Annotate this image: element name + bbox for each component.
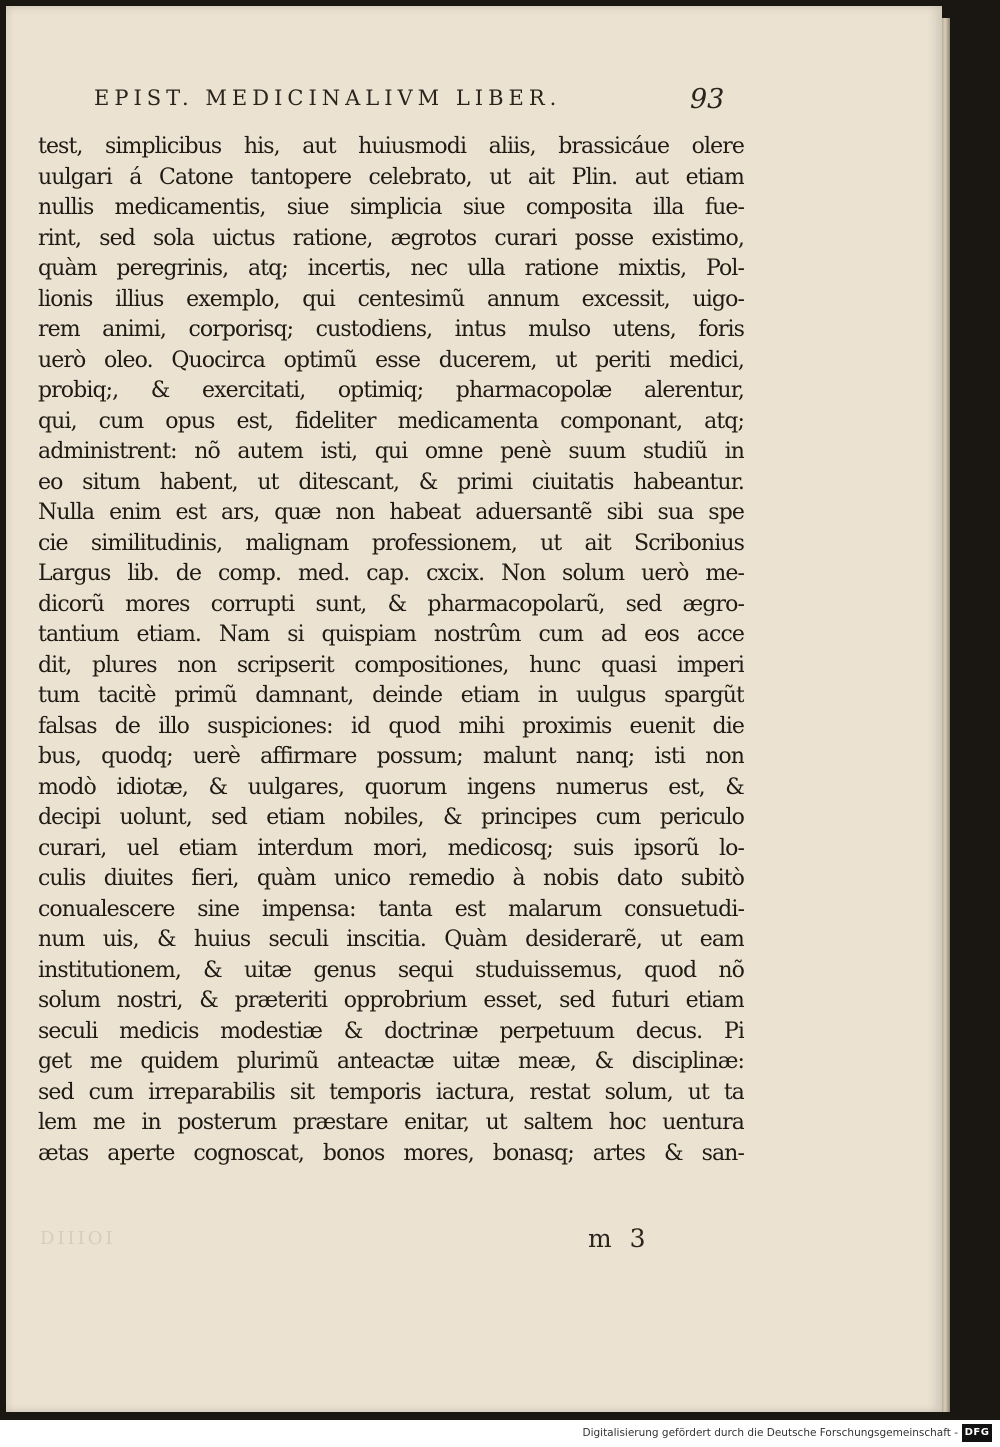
text-line: get me quidem plurimũ anteactæ uitæ meæ, & disciplinæ:	[38, 1049, 744, 1074]
text-line: lionis illius exemplo, qui centesimũ annum excessit, uigo-	[38, 286, 744, 312]
text-line: culis diuites fieri, quàm unico remedio à nobis dato subitò	[38, 866, 744, 891]
text-line: cie similitudinis, malignam professionem, ut ait Scribonius	[38, 530, 744, 556]
text-line: uulgari á Catone tantopere celebrato, ut ait Plin. aut etiam	[38, 164, 744, 190]
dfg-logo: DFG	[962, 1424, 992, 1442]
page-edge	[942, 18, 950, 1412]
body-text	[38, 132, 744, 1169]
bleed-through-text: DIIIOI	[40, 1228, 116, 1249]
page-number: 93	[690, 84, 725, 115]
text-line: seculi medicis modestiæ & doctrinæ perpetuum decus. Pi	[38, 1018, 744, 1044]
text-line: num uis, & huius seculi inscitia. Quàm desiderarẽ, ut eam	[38, 927, 744, 952]
text-line: administrent: nõ autem isti, qui omne penè suum studiũ in	[38, 439, 744, 464]
text-line: uerò oleo. Quocirca optimũ esse ducerem, ut periti medici,	[38, 347, 744, 373]
text-line: falsas de illo suspiciones: id quod mihi proximis euenit die	[38, 713, 744, 739]
text-line: conualescere sine impensa: tanta est malarum consuetudi-	[38, 896, 744, 922]
text-line: tum tacitè primũ damnant, deinde etiam in uulgus spargũt	[38, 683, 744, 708]
text-line: institutionem, & uitæ genus sequi studuissemus, quod nõ	[38, 957, 744, 983]
text-line: tantium etiam. Nam si quispiam nostrûm cum ad eos acce	[38, 622, 744, 647]
text-line: decipi uolunt, sed etiam nobiles, & principes cum periculo	[38, 805, 744, 830]
running-head: EPIST. MEDICINALIVM LIBER.	[94, 86, 562, 110]
text-line: eo situm habent, ut ditescant, & primi ciuitatis habeantur.	[38, 469, 744, 495]
text-line: nullis medicamentis, siue simplicia siue composita illa fue-	[38, 195, 744, 220]
dfg-credit: Digitalisierung gefördert durch die Deutsche Forschungsgemeinschaft -	[582, 1427, 958, 1439]
text-line: Largus lib. de comp. med. cap. cxcix. Non solum uerò me-	[38, 561, 744, 586]
text-line: rem animi, corporisq; custodiens, intus mulso utens, foris	[38, 317, 744, 342]
text-line: sed cum irreparabilis sit temporis iactura, restat solum, ut ta	[38, 1079, 744, 1105]
text-line: curari, uel etiam interdum mori, medicosq; suis ipsorũ lo-	[38, 835, 744, 861]
text-line: ætas aperte cognoscat, bonos mores, bonasq; artes & san-	[38, 1140, 744, 1166]
text-line: rint, sed sola uictus ratione, ægrotos curari posse existimo,	[38, 225, 744, 251]
text-line: test, simplicibus his, aut huiusmodi aliis, brassicáue olere	[38, 134, 744, 159]
text-line: dicorũ mores corrupti sunt, & pharmacopolarũ, sed ægro-	[38, 591, 744, 617]
text-line: bus, quodq; uerè affirmare possum; malunt nanq; isti non	[38, 744, 744, 769]
signature-mark: m 3	[588, 1224, 646, 1253]
text-line: dit, plures non scripserit compositiones, hunc quasi imperi	[38, 652, 744, 678]
text-line: quàm peregrinis, atq; incertis, nec ulla ratione mixtis, Pol-	[38, 256, 744, 281]
text-line: lem me in posterum præstare enitar, ut saltem hoc uentura	[38, 1110, 744, 1135]
text-line: modò idiotæ, & uulgares, quorum ingens numerus est, &	[38, 774, 744, 800]
text-line: probiq;, & exercitati, optimiq; pharmacopolæ alerentur,	[38, 378, 744, 403]
text-line: solum nostri, & præteriti opprobrium esset, sed futuri etiam	[38, 988, 744, 1013]
text-line: Nulla enim est ars, quæ non habeat aduersantẽ sibi sua spe	[38, 500, 744, 525]
text-line: qui, cum opus est, fideliter medicamenta componant, atq;	[38, 408, 744, 434]
